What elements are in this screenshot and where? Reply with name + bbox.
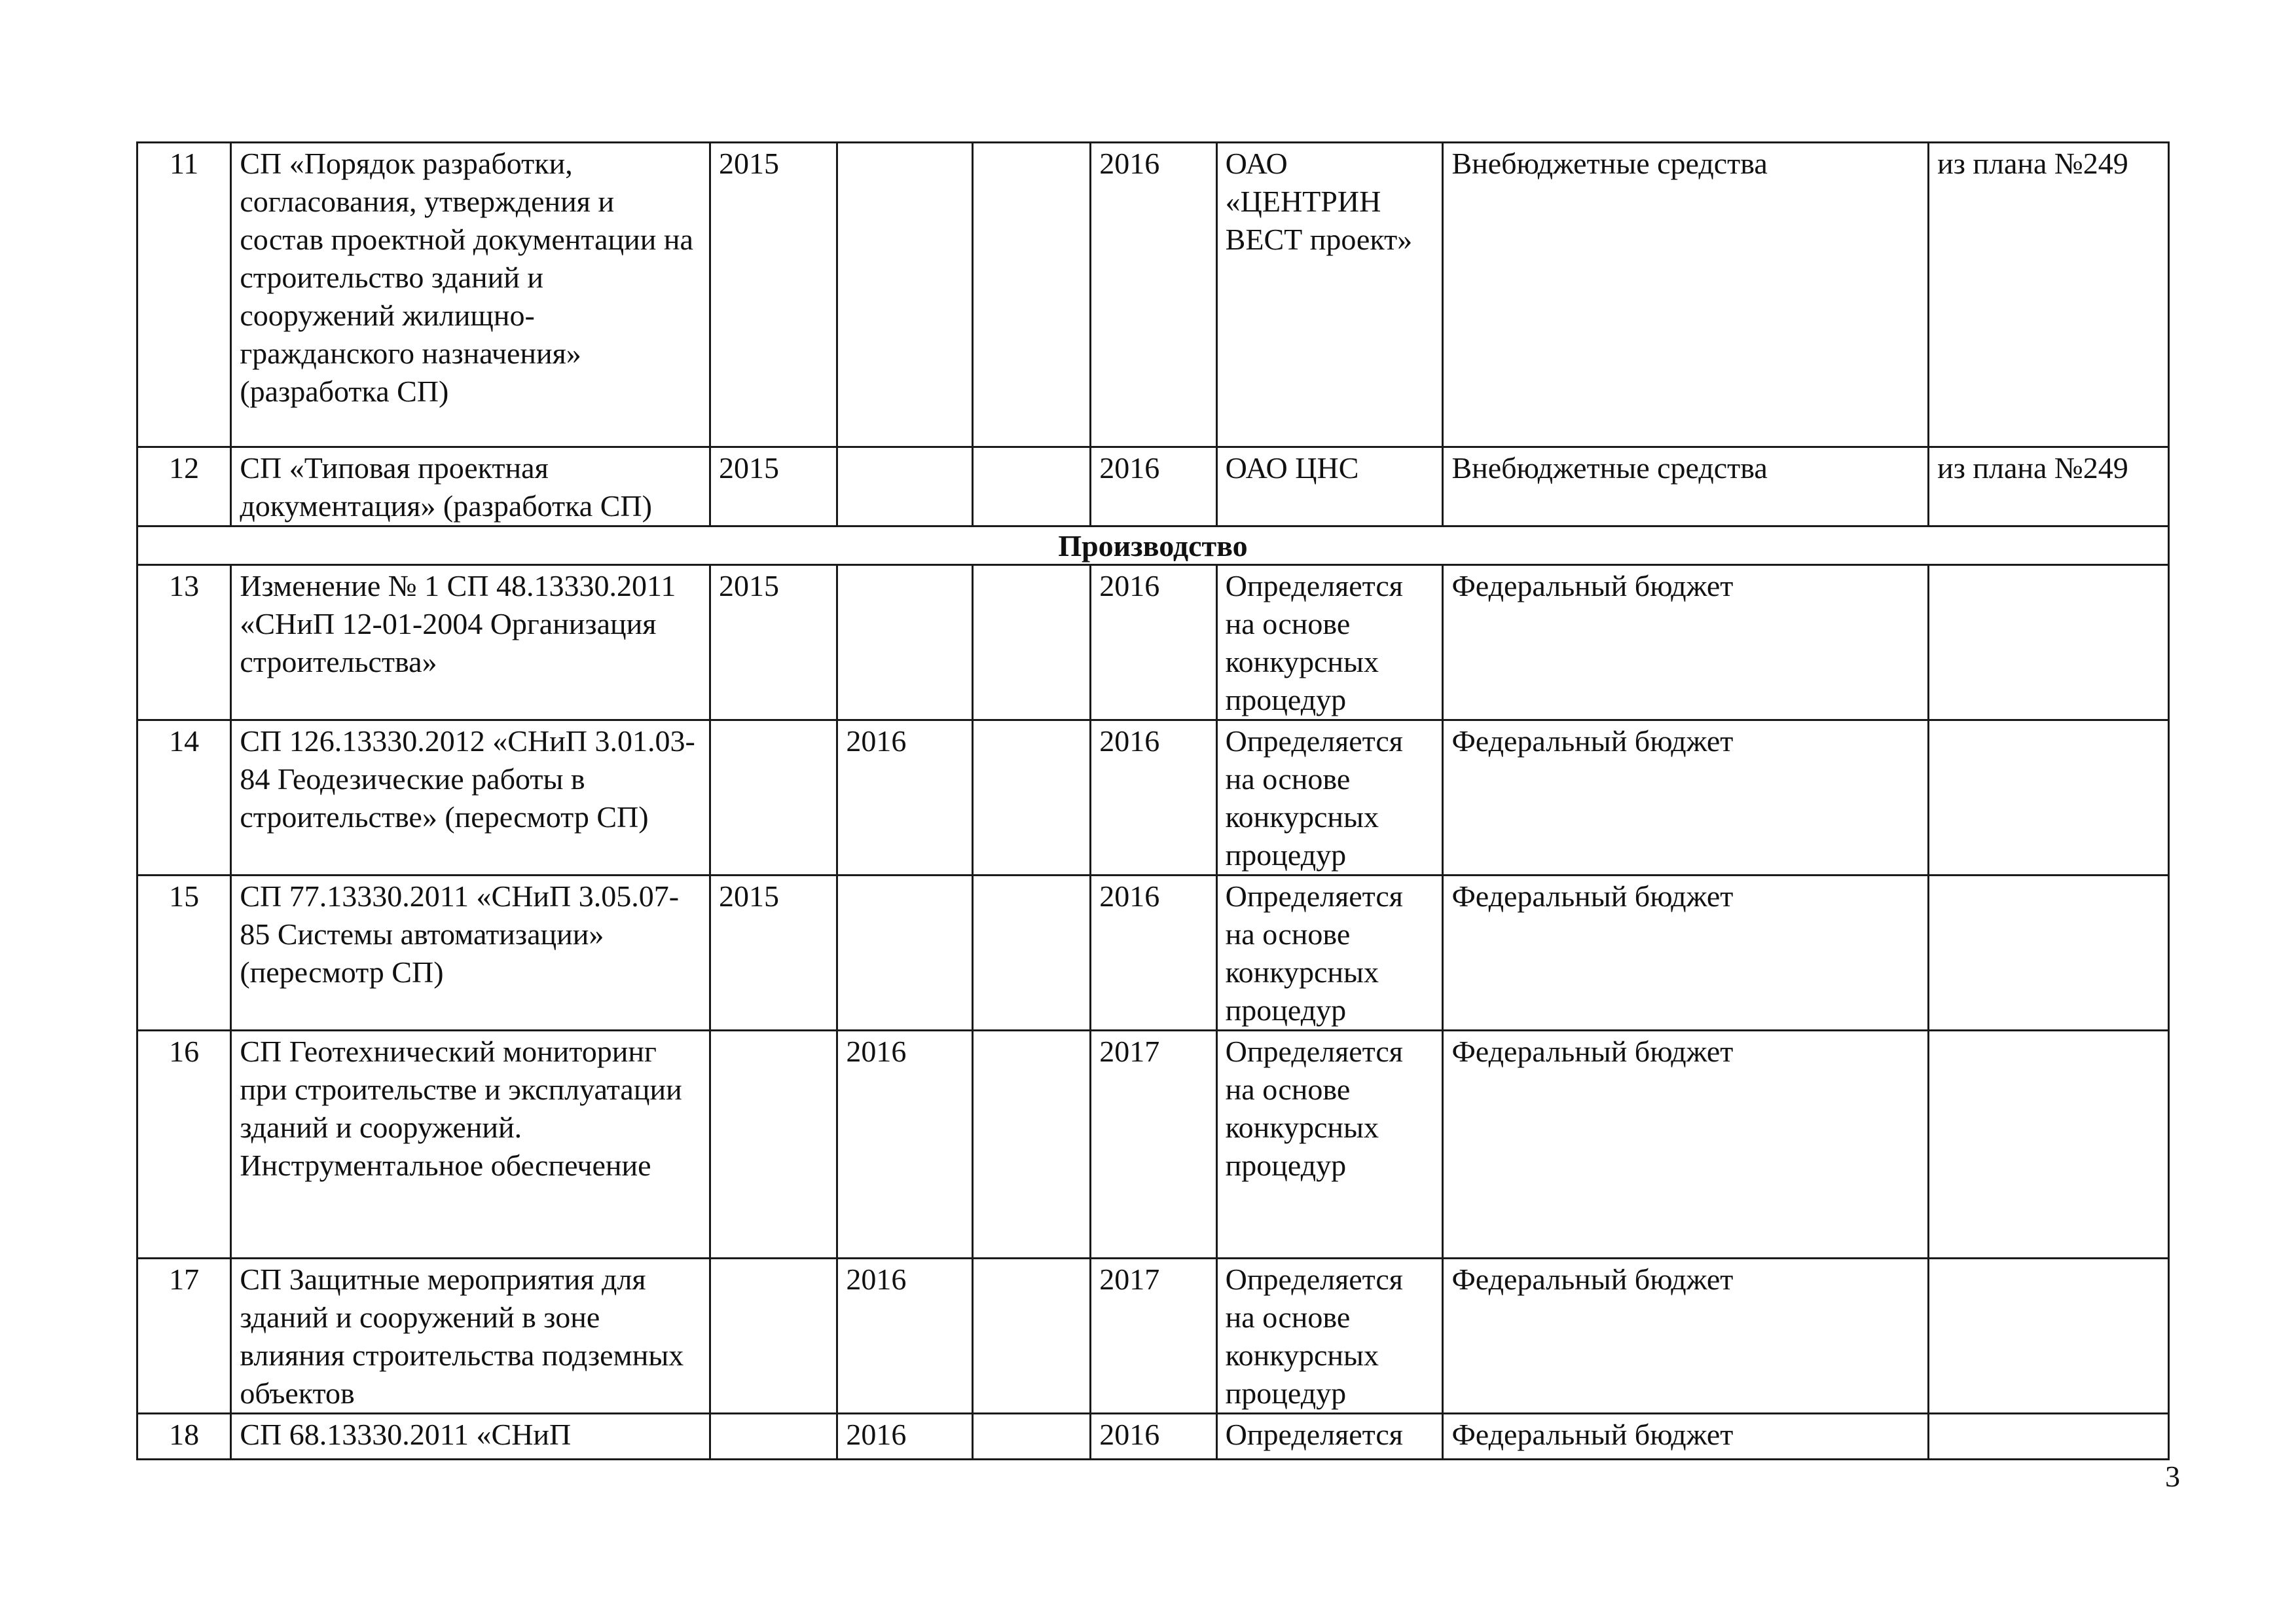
row-number: 13 (137, 565, 231, 720)
row-executor: Определяется (1216, 1414, 1443, 1460)
row-title: Изменение № 1 СП 48.13330.2011 «СНиП 12-01-2004 Организация строительства» (231, 565, 710, 720)
row-title: СП Защитные мероприятия для зданий и сооружений в зоне влияния строительства подземных объектов (231, 1259, 710, 1414)
year-col-1: 2015 (710, 876, 837, 1031)
year-col-1 (710, 720, 837, 876)
table-body-bottom (137, 565, 2169, 1460)
year-col-1: 2015 (710, 447, 837, 526)
year-col-2 (837, 876, 972, 1031)
row-executor: ОАО ЦНС (1216, 447, 1443, 526)
row-title: СП «Порядок разработки, согласования, утверждения и состав проектной документации на строительство зданий и сооружений жилищно-гражданского назначения» (разработка СП) (231, 143, 710, 447)
year-col-3 (972, 1031, 1090, 1259)
row-number: 11 (137, 143, 231, 447)
year-col-4: 2016 (1091, 720, 1216, 876)
row-number: 17 (137, 1259, 231, 1414)
row-executor: Определяется на основе конкурсных процедур (1216, 1031, 1443, 1259)
row-number: 18 (137, 1414, 231, 1460)
year-col-3 (972, 876, 1090, 1031)
year-col-2: 2016 (837, 1259, 972, 1414)
year-col-2 (837, 143, 972, 447)
row-executor: Определяется на основе конкурсных процедур (1216, 876, 1443, 1031)
year-col-2 (837, 447, 972, 526)
year-col-1: 2015 (710, 143, 837, 447)
year-col-4: 2016 (1091, 1414, 1216, 1460)
row-note: из плана №249 (1929, 447, 2169, 526)
year-col-4: 2017 (1091, 1259, 1216, 1414)
table-row (137, 1031, 2169, 1259)
row-note (1929, 1414, 2169, 1460)
row-note: из плана №249 (1929, 143, 2169, 447)
table-row (137, 876, 2169, 1031)
section-header-group (137, 526, 2169, 565)
row-title: СП 68.13330.2011 «СНиП (231, 1414, 710, 1460)
row-number: 16 (137, 1031, 231, 1259)
year-col-4: 2016 (1091, 876, 1216, 1031)
table-row (137, 565, 2169, 720)
section-row (137, 526, 2169, 565)
year-col-3 (972, 720, 1090, 876)
row-funding: Федеральный бюджет (1443, 876, 1929, 1031)
year-col-4: 2016 (1091, 565, 1216, 720)
row-funding: Внебюджетные средства (1443, 447, 1929, 526)
year-col-4: 2016 (1091, 447, 1216, 526)
table-row (137, 720, 2169, 876)
row-funding: Федеральный бюджет (1443, 720, 1929, 876)
year-col-3 (972, 447, 1090, 526)
row-executor: Определяется на основе конкурсных процедур (1216, 565, 1443, 720)
table-row (137, 1259, 2169, 1414)
row-funding: Федеральный бюджет (1443, 1259, 1929, 1414)
row-number: 15 (137, 876, 231, 1031)
row-executor: Определяется на основе конкурсных процедур (1216, 1259, 1443, 1414)
year-col-4: 2017 (1091, 1031, 1216, 1259)
row-title: СП 126.13330.2012 «СНиП 3.01.03-84 Геодезические работы в строительстве» (пересмотр СП) (231, 720, 710, 876)
row-note (1929, 1031, 2169, 1259)
row-funding: Федеральный бюджет (1443, 565, 1929, 720)
row-funding: Федеральный бюджет (1443, 1414, 1929, 1460)
year-col-3 (972, 1414, 1090, 1460)
year-col-1 (710, 1031, 837, 1259)
table-body-top (137, 143, 2169, 526)
year-col-1 (710, 1414, 837, 1460)
table-row (137, 447, 2169, 526)
year-col-1: 2015 (710, 565, 837, 720)
page-number: 3 (2165, 1460, 2180, 1493)
year-col-2: 2016 (837, 1414, 972, 1460)
row-note (1929, 720, 2169, 876)
year-col-4: 2016 (1091, 143, 1216, 447)
row-executor: ОАО «ЦЕНТРИН ВЕСТ проект» (1216, 143, 1443, 447)
plan-table (136, 141, 2170, 1460)
row-funding: Федеральный бюджет (1443, 1031, 1929, 1259)
row-funding: Внебюджетные средства (1443, 143, 1929, 447)
year-col-2: 2016 (837, 1031, 972, 1259)
row-note (1929, 565, 2169, 720)
table-row (137, 143, 2169, 447)
row-title: СП Геотехнический мониторинг при строительстве и эксплуатации зданий и сооружений. Инструментальное обеспечение (231, 1031, 710, 1259)
row-title: СП «Типовая проектная документация» (разработка СП) (231, 447, 710, 526)
row-number: 14 (137, 720, 231, 876)
year-col-3 (972, 565, 1090, 720)
row-executor: Определяется на основе конкурсных процедур (1216, 720, 1443, 876)
row-title: СП 77.13330.2011 «СНиП 3.05.07-85 Системы автоматизации» (пересмотр СП) (231, 876, 710, 1031)
row-note (1929, 876, 2169, 1031)
year-col-3 (972, 143, 1090, 447)
row-note (1929, 1259, 2169, 1414)
section-title: Производство (137, 526, 2169, 565)
year-col-1 (710, 1259, 837, 1414)
table-row (137, 1414, 2169, 1460)
year-col-3 (972, 1259, 1090, 1414)
row-number: 12 (137, 447, 231, 526)
year-col-2 (837, 565, 972, 720)
year-col-2: 2016 (837, 720, 972, 876)
